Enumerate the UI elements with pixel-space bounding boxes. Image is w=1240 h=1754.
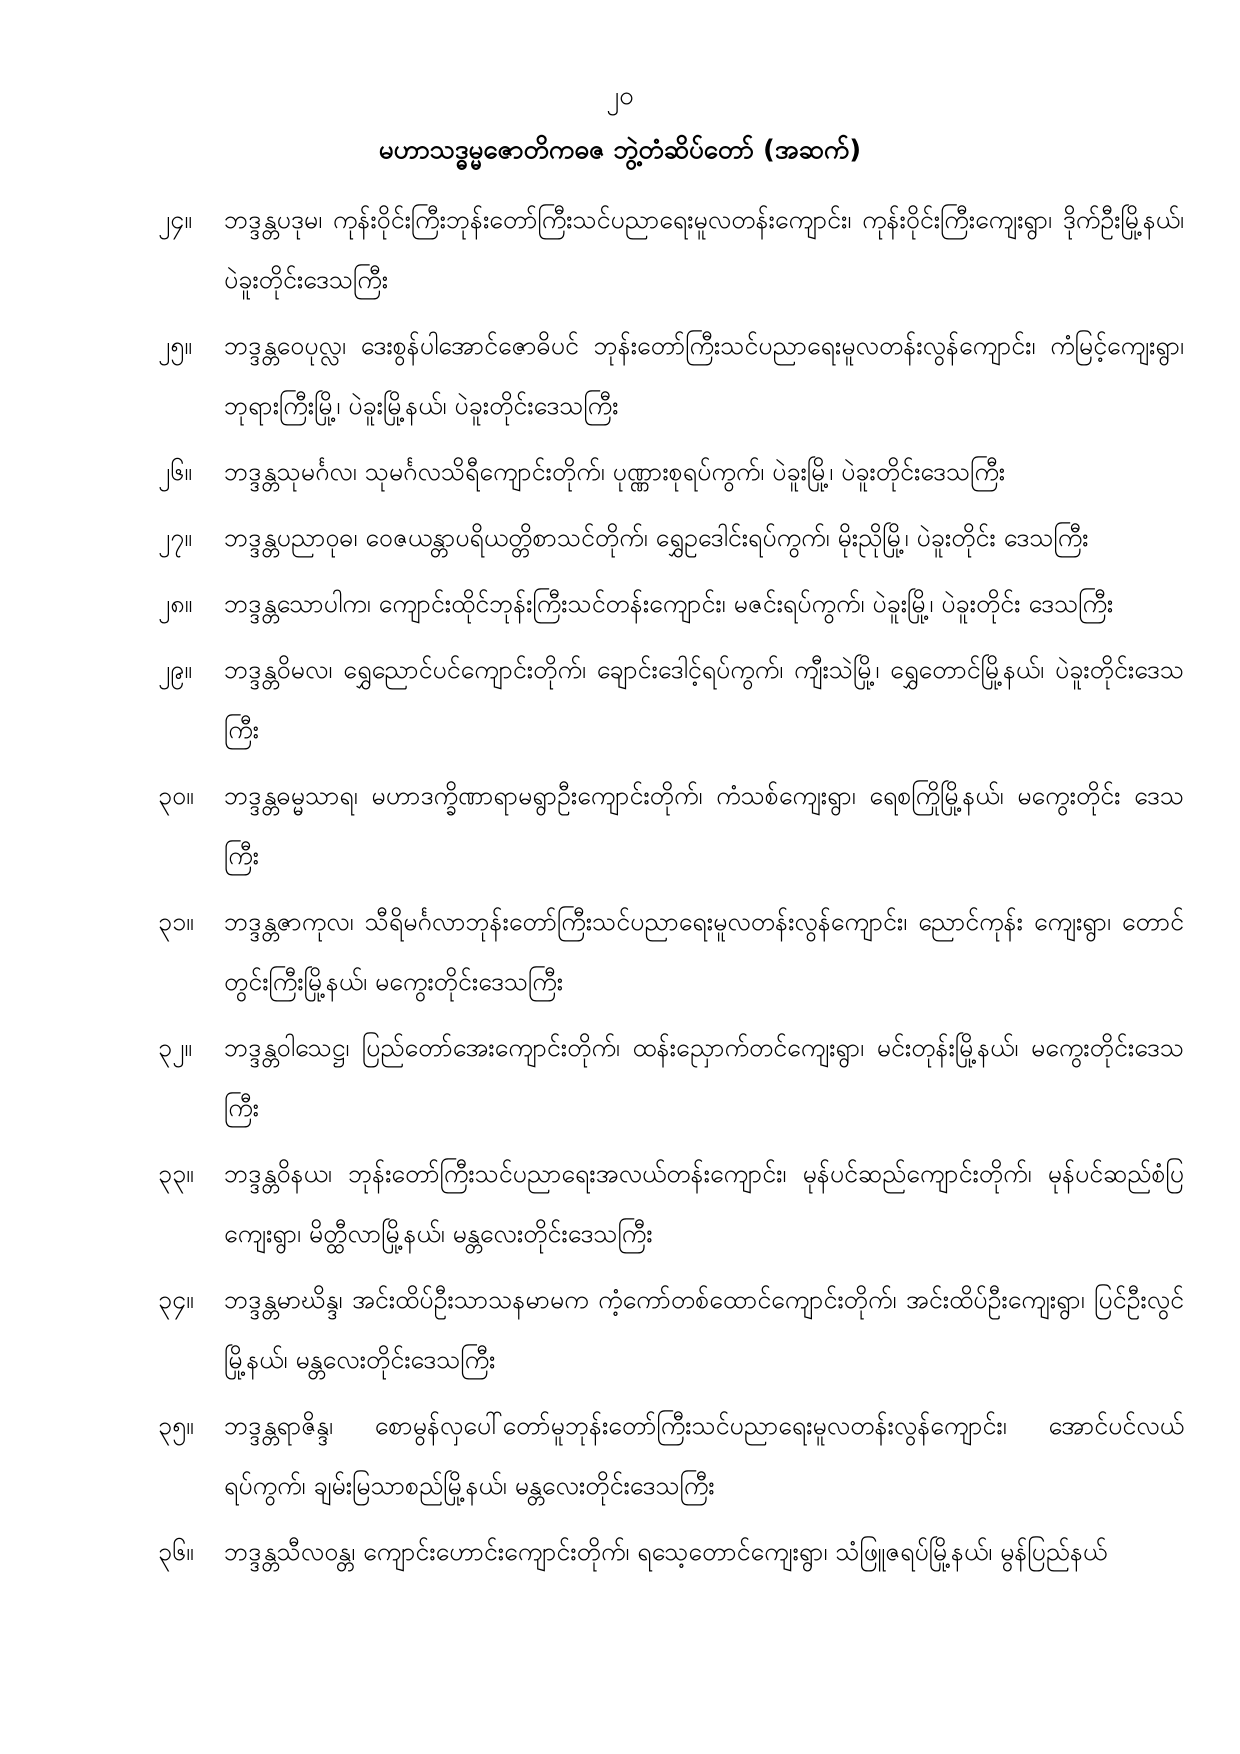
entry-text: ဘဒ္ဒန္တသီလဝန္တ၊ ကျောင်းဟောင်းကျောင်းတိုက်၊ ရသေ့တောင်ကျေးရွာ၊ သံဖြူဇရပ်မြို့နယ်၊ မွန်ပြည်နယ် [224,1537,1108,1566]
entry-number: ၃၄။ [158,1285,194,1314]
entry-number: ၃၆။ [158,1537,194,1566]
entry-number: ၂၈။ [158,589,193,618]
entry-text: ဘဒ္ဒန္တပဒုမ၊ ကုန်းဝိုင်းကြီးဘုန်းတော်ကြီးသင်ပညာရေးမူလတန်းကျောင်း၊ ကုန်းဝိုင်းကြီးကျေးရွာ၊ ဒိုက်ဦးမြို့နယ်၊ ပဲခူးတိုင်းဒေသကြီး [224,205,1184,294]
list-item [0,316,1240,436]
page-number: ၂၀ [606,81,634,111]
list-item [0,508,1240,568]
entry-text: ဘဒ္ဒန္တသုမင်္ဂလ၊ သုမင်္ဂလသိရီကျောင်းတိုက်၊ ပုဏ္ဏားစုရပ်ကွက်၊ ပဲခူးမြို့၊ ပဲခူးတိုင်းဒေသကြီး [224,457,1006,486]
entry-number: ၃၂။ [158,1033,192,1062]
list-item [0,1522,1240,1582]
entry-text: ဘဒ္ဒန္တဝိနယ၊ ဘုန်းတော်ကြီးသင်ပညာရေးအလယ်တန်းကျောင်း၊ မုန်ပင်ဆည်ကျောင်းတိုက်၊ မုန်ပင်ဆည်စံပြကျေးရွာ၊ မိတ္ထီလာမြို့နယ်၊ မန္တလေးတိုင်းဒေသကြီး [224,1159,1184,1248]
entry-text: ဘဒ္ဒန္တရာဇိန္ဒ၊ စောမွန်လှပေါ်တော်မူဘုန်းတော်ကြီးသင်ပညာရေးမူလတန်းလွန်ကျောင်း၊ အောင်ပင်လယ်ရပ်ကွက်၊ ချမ်းမြသာစည်မြို့နယ်၊ မန္တလေးတိုင်းဒေသကြီး [224,1411,1184,1500]
list-item [0,1270,1240,1390]
list-item [0,190,1240,310]
list-item [0,766,1240,886]
entry-text: ဘဒ္ဒန္တပညာဝုဓ၊ ဝေဇယန္တာပရိယတ္တိစာသင်တိုက်၊ ရွှေဥဒေါင်းရပ်ကွက်၊ မိုးညိုမြို့၊ ပဲခူးတိုင်း ဒေသကြီး [224,523,1089,552]
entry-number: ၂၆။ [158,457,192,486]
entry-number: ၂၄။ [158,205,192,234]
list-item [0,892,1240,1012]
entry-number: ၃၅။ [158,1411,194,1440]
entry-text: ဘဒ္ဒန္တသောပါက၊ ကျောင်းထိုင်ဘုန်းကြီးသင်တန်းကျောင်း၊ မဇင်းရပ်ကွက်၊ ပဲခူးမြို့၊ ပဲခူးတိုင်း ဒေသကြီး [224,589,1114,618]
entry-text: ဘဒ္ဒန္တဝါသေဋ္ဌ၊ ပြည်တော်အေးကျောင်းတိုက်၊ ထန်းညှောက်တင်ကျေးရွာ၊ မင်းတုန်းမြို့နယ်၊ မကွေးတိုင်းဒေသကြီး [224,1033,1184,1122]
list-item [0,640,1240,760]
entry-list [0,190,1240,1588]
entry-number: ၂၇။ [158,523,192,552]
list-item [0,1018,1240,1138]
entry-number: ၃၁။ [158,907,194,936]
list-item [0,1396,1240,1516]
list-item [0,574,1240,634]
entry-text: ဘဒ္ဒန္တဇာကုလ၊ သီရိမင်္ဂလာဘုန်းတော်ကြီးသင်ပညာရေးမူလတန်းလွန်ကျောင်း၊ ညောင်ကုန်း ကျေးရွာ၊ တောင်တွင်းကြီးမြို့နယ်၊ မကွေးတိုင်းဒေသကြီး [224,907,1184,996]
entry-number: ၂၉။ [158,655,192,684]
entry-text: ဘဒ္ဒန္တဝေပုလ္လ၊ ဒေးစွန်ပါအောင်ဇောဓိပင် ဘုန်းတော်ကြီးသင်ပညာရေးမူလတန်းလွန်ကျောင်း၊ ကံမြင့်ကျေးရွာ၊ ဘုရားကြီးမြို့၊ ပဲခူးမြို့နယ်၊ ပဲခူးတိုင်းဒေသကြီး [224,331,1184,420]
page-title: မဟာသဒ္ဓမ္မဇောတိကဓဇ ဘွဲ့တံဆိပ်တော် (အဆက်) [378,135,862,165]
entry-number: ၂၅။ [158,331,192,360]
entry-text: ဘဒ္ဒန္တမာဃိန္ဒ၊ အင်းထိပ်ဦးသာသနမာမက ကံ့ကော်တစ်ထောင်ကျောင်းတိုက်၊ အင်းထိပ်ဦးကျေးရွာ၊ ပြင်ဦးလွင်မြို့နယ်၊ မန္တလေးတိုင်းဒေသကြီး [224,1285,1184,1374]
list-item [0,442,1240,502]
entry-number: ၃၀။ [158,781,194,810]
entry-number: ၃၃။ [158,1159,194,1188]
entry-text: ဘဒ္ဒန္တဓမ္မသာရ၊ မဟာဒက္ခိဏာရာမရွာဦးကျောင်းတိုက်၊ ကံသစ်ကျေးရွာ၊ ရေစကြိုမြို့နယ်၊ မကွေးတိုင်း ဒေသကြီး [224,781,1184,870]
entry-text: ဘဒ္ဒန္တဝိမလ၊ ရွှေညောင်ပင်ကျောင်းတိုက်၊ ချောင်းဒေါင့်ရပ်ကွက်၊ ကျီးသဲမြို့၊ ရွှေတောင်မြို့နယ်၊ ပဲခူးတိုင်းဒေသကြီး [224,655,1184,744]
list-item [0,1144,1240,1264]
